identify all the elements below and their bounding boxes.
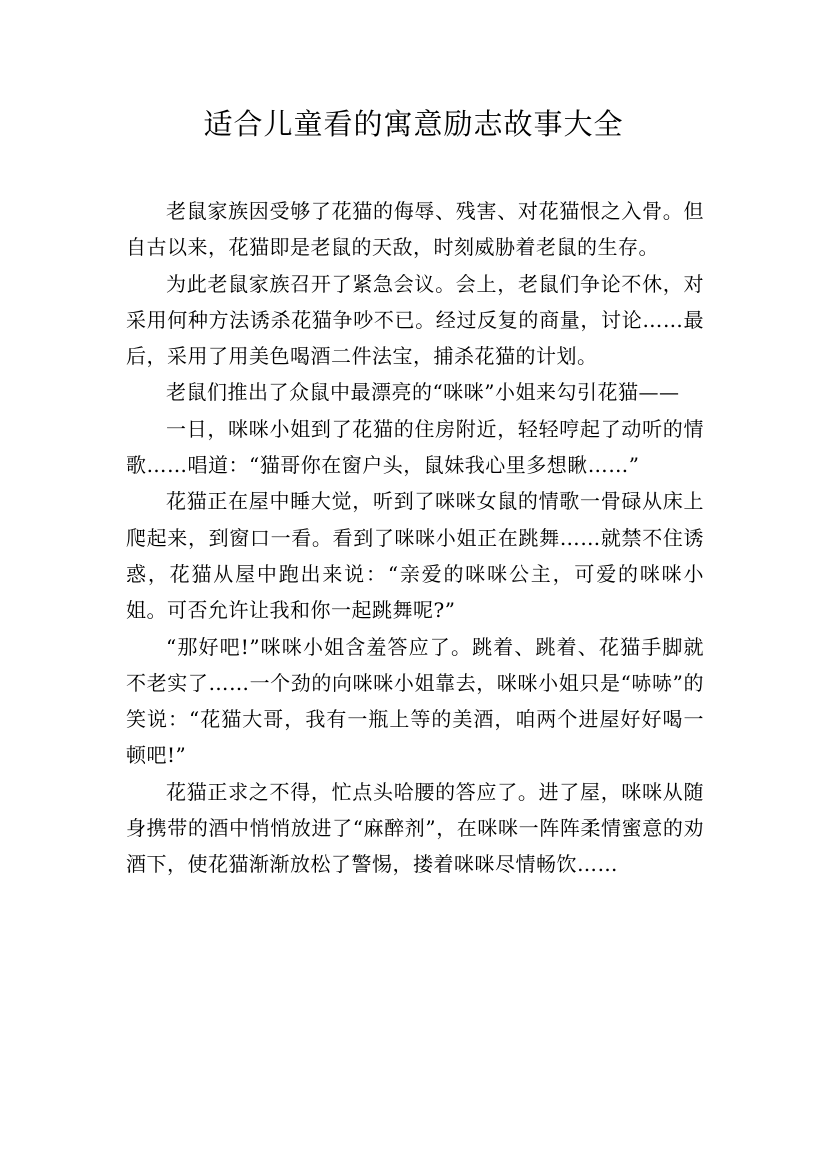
paragraph: 为此老鼠家族召开了紧急会议。会上，老鼠们争论不休，对采用何种方法诱杀花猫争吵不已。经过反复的商量，讨论……最后，采用了用美色喝酒二件法宝，捕杀花猫的计划。 <box>126 271 704 369</box>
document-body <box>126 193 704 883</box>
paragraph: 老鼠们推出了众鼠中最漂亮的“咪咪”小姐来勾引花猫—— <box>166 380 680 405</box>
paragraph: 一日，咪咪小姐到了花猫的住房附近，轻轻哼起了动听的情歌……唱道：“猫哥你在窗户头，鼠妹我心里多想瞅……” <box>126 416 704 478</box>
document-title: 适合儿童看的寓意励志故事大全 <box>203 107 624 141</box>
paragraph: 花猫正求之不得，忙点头哈腰的答应了。进了屋，咪咪从随身携带的酒中悄悄放进了“麻醉剂”，在咪咪一阵阵柔情蜜意的劝酒下，使花猫渐渐放松了警惕，搂着咪咪尽情畅饮…… <box>126 779 704 877</box>
paragraph: 老鼠家族因受够了花猫的侮辱、残害、对花猫恨之入骨。但自古以来，花猫即是老鼠的天敌，时刻威胁着老鼠的生存。 <box>126 199 704 260</box>
paragraph: 花猫正在屋中睡大觉，听到了咪咪女鼠的情歌一骨碌从床上爬起来，到窗口一看。看到了咪咪小姐正在跳舞……就禁不住诱惑，花猫从屋中跑出来说：“亲爱的咪咪公主，可爱的咪咪小姐。可否允许让我和你一起跳舞呢?” <box>126 489 704 623</box>
paragraph: “那好吧!”咪咪小姐含羞答应了。跳着、跳着、花猫手脚就不老实了……一个劲的向咪咪小姐靠去，咪咪小姐只是“哧哧”的笑说：“花猫大哥，我有一瓶上等的美酒，咱两个进屋好好喝一顿吧!” <box>126 634 704 768</box>
